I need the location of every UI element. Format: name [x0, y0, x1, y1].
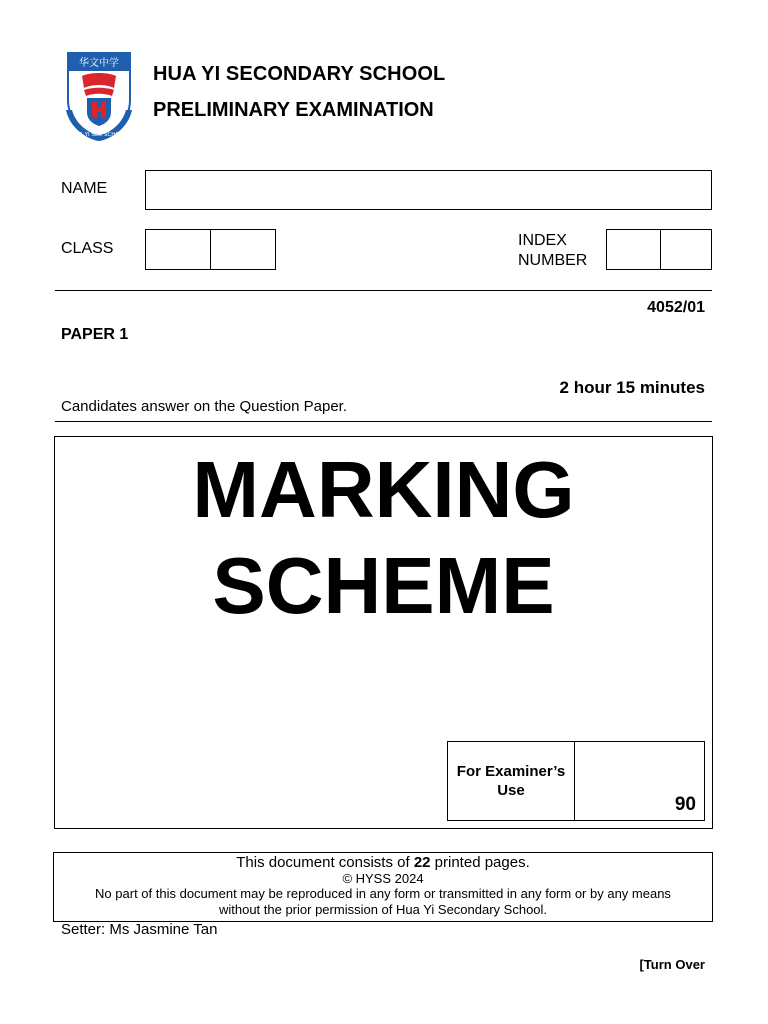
paper-code: 4052/01: [647, 299, 705, 316]
index-label-line2: NUMBER: [518, 252, 588, 269]
duration: 2 hour 15 minutes: [559, 378, 705, 397]
turn-over: [Turn Over: [639, 957, 705, 972]
logo-ring-text: HUA YI SEC SCHOOL: [70, 132, 128, 138]
title-line2: SCHEME: [212, 541, 555, 630]
name-field[interactable]: [145, 170, 712, 210]
notice-line1: No part of this document may be reproduced in any form or transmitted in any form or by any means: [95, 886, 671, 901]
document-info-box: [53, 852, 713, 922]
examiner-score-cell[interactable]: [575, 742, 704, 820]
paper-label: PAPER 1: [61, 326, 129, 343]
pages-suffix: printed pages.: [430, 854, 530, 871]
title-line1: MARKING: [192, 445, 575, 534]
index-field-divider: [660, 230, 661, 269]
school-name: HUA YI SECONDARY SCHOOL: [153, 63, 446, 85]
index-label-line1: INDEX: [518, 232, 567, 249]
name-label: NAME: [61, 180, 108, 197]
total-marks: 90: [674, 794, 696, 815]
pages-line: [54, 854, 712, 871]
class-field-divider: [210, 230, 211, 269]
divider-bottom: [55, 421, 712, 422]
instruction: Candidates answer on the Question Paper.: [61, 398, 348, 415]
examiner-label-line1: For Examiner’s: [456, 762, 566, 780]
index-number-label: [518, 231, 587, 271]
logo-chinese-text: 华文中学: [79, 58, 119, 69]
class-field[interactable]: [145, 229, 276, 270]
school-crest-logo: [60, 50, 138, 142]
class-label: CLASS: [61, 240, 114, 257]
divider-top: [55, 290, 712, 291]
index-number-field[interactable]: [606, 229, 712, 270]
notice-line2: without the prior permission of Hua Yi Secondary School.: [218, 902, 548, 918]
examiner-label-line2: Use: [497, 782, 525, 799]
pages-prefix: This document consists of: [236, 854, 414, 871]
examiner-use-box: [447, 741, 705, 821]
setter: Setter: Ms Jasmine Tan: [61, 921, 218, 938]
pages-count: 22: [413, 854, 431, 871]
examiner-use-label: [448, 742, 575, 820]
copyright: © HYSS 2024: [342, 871, 424, 886]
exam-name: PRELIMINARY EXAMINATION: [153, 99, 434, 121]
